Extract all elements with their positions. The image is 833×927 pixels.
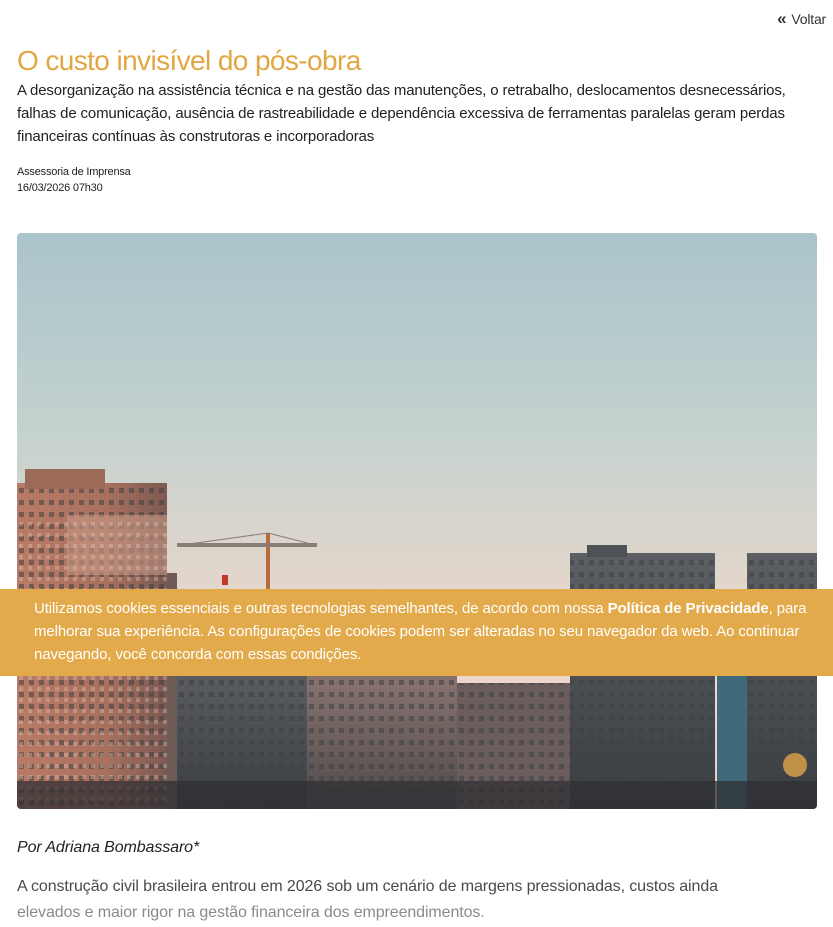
- privacy-policy-link[interactable]: Política de Privacidade: [607, 600, 769, 617]
- article-subtitle: A desorganização na assistência técnica e na gestão das manutenções, o retrabalho, deslocamentos desnecessários, falhas de comunicação, ausência de rastreabilidade e dependência excessiva de ferramentas paralelas geram perdas financeiras contínuas às construtoras e incorporadoras: [17, 82, 786, 145]
- city-skyline-photo: [17, 233, 817, 809]
- cookie-banner: [0, 589, 833, 676]
- article-meta: [17, 164, 131, 196]
- double-chevron-left-icon: «: [777, 9, 787, 28]
- cookie-text-start: Utilizamos cookies essenciais e outras tecnologias semelhantes, de acordo com nossa: [34, 600, 608, 617]
- article-byline: Por Adriana Bombassaro*: [17, 839, 200, 856]
- cookie-text-end: , para melhorar sua experiência. As configurações de cookies podem ser alteradas no seu navegador da web. Ao continuar navegando, você concorda com essas condições.: [34, 600, 807, 663]
- hero-image: [17, 233, 817, 809]
- press-author: Assessoria de Imprensa: [17, 166, 131, 178]
- page-title: O custo invisível do pós-obra: [17, 45, 361, 76]
- paragraph-line-2: elevados e maior rigor na gestão financeira dos empreendimentos.: [17, 904, 485, 921]
- back-label: Voltar: [791, 11, 826, 27]
- back-button[interactable]: [777, 11, 826, 27]
- publish-date: 16/03/2026 07h30: [17, 182, 103, 194]
- article-paragraph: [17, 874, 827, 926]
- paragraph-line-1: A construção civil brasileira entrou em 2026 sob um cenário de margens pressionadas, custos ainda: [17, 878, 718, 895]
